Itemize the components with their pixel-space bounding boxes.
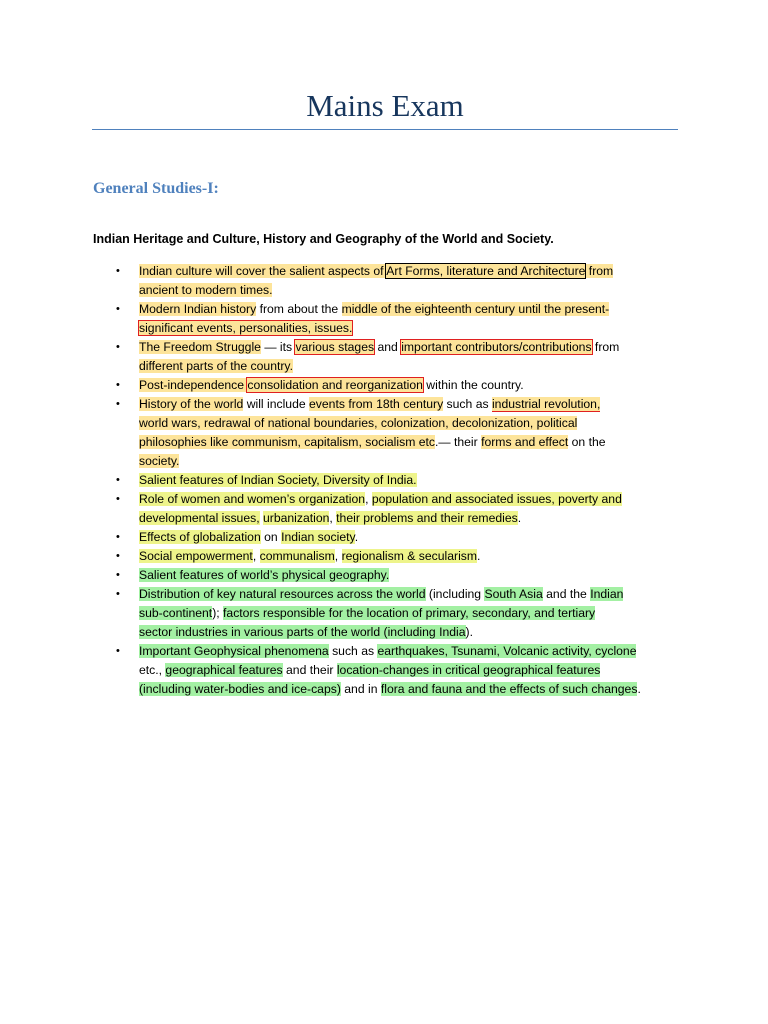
highlighted-text: (including water-bodies and ice-caps) <box>139 682 341 696</box>
underlined-text: industrial revolution, <box>491 397 601 411</box>
boxed-text: Art Forms, literature and Architecture <box>386 264 586 278</box>
highlighted-text: The Freedom Struggle <box>139 340 261 354</box>
list-item <box>116 262 676 300</box>
list-item <box>116 395 676 471</box>
list-item <box>116 376 676 395</box>
subheading: Indian Heritage and Culture, History and Geography of the World and Society. <box>93 232 554 246</box>
list-item <box>116 490 676 528</box>
highlighted-text: South Asia <box>484 587 543 601</box>
list-item <box>116 471 676 490</box>
plain-text: (including <box>425 587 485 601</box>
list-item <box>116 642 676 699</box>
bullet-icon: • <box>116 493 120 505</box>
highlighted-text: Salient features of Indian Society, Diversity of India. <box>139 473 417 487</box>
highlighted-text: location-changes in critical geographical features <box>336 663 601 677</box>
plain-text: — its <box>260 340 296 354</box>
highlighted-text: their problems and their remedies <box>336 511 518 525</box>
boxed-text: consolidation and reorganization <box>247 378 423 392</box>
plain-text: , <box>252 549 260 563</box>
highlighted-text: communalism <box>259 549 335 563</box>
highlighted-text: Indian culture will cover the salient aspects of <box>139 264 387 278</box>
highlighted-text: flora and fauna and the effects of such changes <box>380 682 638 696</box>
bullet-icon: • <box>116 265 120 277</box>
bullet-icon: • <box>116 379 120 391</box>
section-heading: General Studies-I: <box>93 180 219 197</box>
bullet-icon: • <box>116 569 120 581</box>
plain-text: from <box>591 340 620 354</box>
list-item <box>116 585 676 642</box>
boxed-text: various stages <box>295 340 375 354</box>
highlighted-text: sub-continent <box>139 606 213 620</box>
highlighted-text: History of the world <box>139 397 244 411</box>
plain-text: ). <box>465 625 473 639</box>
list-item <box>116 528 676 547</box>
highlighted-text: Important Geophysical phenomena <box>139 644 329 658</box>
highlighted-text: philosophies like communism, capitalism, socialism etc <box>139 435 435 449</box>
highlighted-text: developmental issues, <box>139 511 260 525</box>
plain-text: , <box>365 492 372 506</box>
list-item <box>116 547 676 566</box>
highlighted-text: Social empowerment <box>139 549 253 563</box>
highlighted-text: ancient to modern times. <box>139 283 273 297</box>
highlighted-text: Post-independence <box>139 378 248 392</box>
plain-text: ); <box>212 606 224 620</box>
list-item <box>116 300 676 338</box>
highlighted-text: Modern Indian history <box>139 302 257 316</box>
highlighted-text: earthquakes, Tsunami, Volcanic activity, cyclone <box>377 644 637 658</box>
plain-text: and the <box>542 587 591 601</box>
plain-text: on the <box>568 435 606 449</box>
plain-text: . <box>517 511 522 525</box>
highlighted-text: population and associated issues, poverty and <box>371 492 622 506</box>
boxed-text: important contributors/contributions <box>401 340 592 354</box>
highlighted-text: different parts of the country. <box>139 359 294 373</box>
plain-text: and <box>374 340 402 354</box>
highlighted-text: Distribution of key natural resources across the world <box>139 587 426 601</box>
highlighted-text: world wars, redrawal of national boundaries, colonization, decolonization, political <box>139 416 578 430</box>
bullet-icon: • <box>116 550 120 562</box>
bullet-icon: • <box>116 398 120 410</box>
boxed-text: significant events, personalities, issues. <box>139 321 353 335</box>
bullet-icon: • <box>116 341 120 353</box>
highlighted-text: sector industries in various parts of the world (including India <box>139 625 466 639</box>
highlighted-text: events from 18th century <box>309 397 444 411</box>
plain-text: from about the <box>256 302 342 316</box>
plain-text: , <box>329 511 337 525</box>
plain-text: , <box>334 549 342 563</box>
plain-text: . <box>477 549 481 563</box>
highlighted-text: Role of women and women’s organization <box>139 492 366 506</box>
list-item <box>116 338 676 376</box>
highlighted-text: regionalism & secularism <box>341 549 478 563</box>
bullet-icon: • <box>116 645 120 657</box>
plain-text: .— their <box>435 435 482 449</box>
highlighted-text: urbanization <box>262 511 330 525</box>
bullet-icon: • <box>116 531 120 543</box>
highlighted-text: Indian <box>590 587 624 601</box>
plain-text: will include <box>243 397 310 411</box>
highlighted-text: geographical features <box>165 663 283 677</box>
plain-text: within the country. <box>422 378 524 392</box>
plain-text: . <box>637 682 641 696</box>
bullet-icon: • <box>116 588 120 600</box>
list-item <box>116 566 676 585</box>
highlighted-text: Salient features of world’s physical geography. <box>139 568 390 582</box>
plain-text: . <box>354 530 359 544</box>
highlighted-text: society. <box>139 454 180 468</box>
plain-text: such as <box>328 644 378 658</box>
plain-text: and their <box>282 663 337 677</box>
highlighted-text: from <box>585 264 614 278</box>
highlighted-text: middle of the eighteenth century until the present- <box>341 302 610 316</box>
bullet-icon: • <box>116 474 120 486</box>
plain-text: such as <box>443 397 492 411</box>
highlighted-text: forms and effect <box>481 435 569 449</box>
plain-text: etc., <box>139 663 166 677</box>
bullet-icon: • <box>116 303 120 315</box>
highlighted-text: factors responsible for the location of primary, secondary, and tertiary <box>223 606 596 620</box>
title-divider <box>92 129 678 130</box>
highlighted-text: Indian society <box>281 530 355 544</box>
plain-text: and in <box>340 682 381 696</box>
page-title: Mains Exam <box>306 88 464 123</box>
highlighted-text: Effects of globalization <box>139 530 261 544</box>
plain-text: on <box>260 530 282 544</box>
topic-list <box>116 262 676 699</box>
